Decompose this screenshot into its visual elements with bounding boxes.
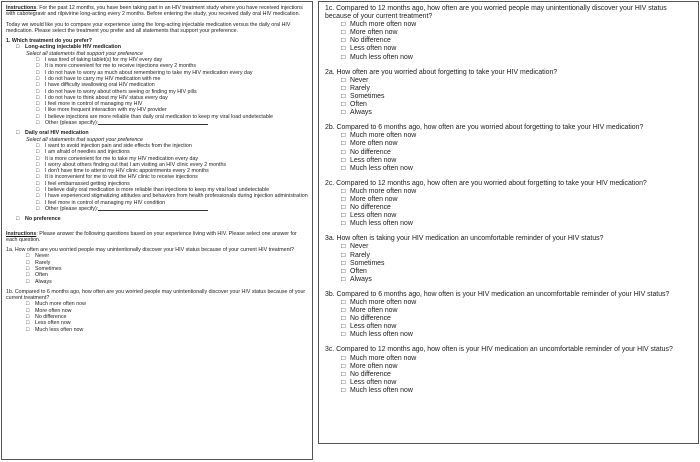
question-text: 2a. How often are you worried about forgetting to take your HIV medication?: [325, 68, 558, 76]
checkbox-icon[interactable]: □: [36, 82, 40, 89]
answer-option[interactable]: [341, 196, 692, 204]
question-1a: 1a. How often are you worried people may unintentionally discover your HIV status because of your current HIV treatment?: [6, 247, 294, 254]
answer-option-label: Always: [350, 109, 372, 117]
q1b-options: [6, 301, 308, 332]
checkbox-icon[interactable]: □: [341, 156, 346, 164]
answer-option-label: Much less often now: [350, 220, 413, 228]
checkbox-icon[interactable]: □: [36, 149, 40, 156]
checkbox-icon[interactable]: □: [26, 320, 30, 327]
answer-option[interactable]: [341, 355, 692, 363]
statement-label: I believe injections are more reliable than daily oral medication to keep my viral load undetectable: [45, 113, 273, 120]
answer-option[interactable]: [26, 327, 308, 333]
checkbox-icon[interactable]: □: [341, 323, 346, 331]
checkbox-icon[interactable]: □: [341, 251, 346, 259]
answer-option-label: Much more often now: [35, 301, 86, 308]
checkbox-icon[interactable]: □: [36, 193, 40, 200]
checkbox-icon[interactable]: □: [36, 187, 40, 194]
checkbox-icon[interactable]: □: [26, 272, 30, 279]
checkbox-icon[interactable]: □: [341, 275, 346, 283]
survey-question: [325, 5, 692, 62]
survey-question: [325, 69, 692, 118]
answer-option-label: Less often now: [350, 156, 397, 164]
answer-option-label: Rarely: [350, 84, 370, 92]
oral-option[interactable]: □ Daily oral HIV medication: [16, 130, 89, 137]
checkbox-icon[interactable]: □: [36, 75, 40, 82]
checkbox-icon[interactable]: □: [36, 113, 40, 120]
oral-section: [6, 130, 308, 212]
checkbox-icon[interactable]: □: [36, 142, 40, 149]
oral-statement-list: [16, 143, 308, 212]
answer-option[interactable]: [341, 37, 692, 45]
checkbox-icon[interactable]: □: [26, 259, 30, 266]
checkbox-icon[interactable]: □: [341, 92, 346, 100]
answer-option[interactable]: [341, 243, 692, 251]
answer-options: [325, 299, 692, 339]
answer-option-label: No difference: [350, 37, 391, 45]
checkbox-icon[interactable]: □: [341, 212, 346, 220]
injectable-section: [6, 44, 308, 126]
injectable-option[interactable]: □ Long-acting injectable HIV medication: [16, 44, 121, 51]
statement-label: I feel embarrassed getting injections: [45, 180, 130, 187]
statement-label: I do not have to worry about others seeing or finding my HIV pills: [45, 88, 197, 95]
left-column: [1, 1, 313, 460]
answer-option[interactable]: [341, 29, 692, 37]
right-question-list: [325, 5, 692, 395]
question-text: 3c. Compared to 12 months ago, how often is your HIV medication an uncomfortable reminder of your HIV status?: [325, 346, 673, 354]
checkbox-icon[interactable]: □: [341, 354, 346, 362]
answer-option-label: Much less often now: [350, 53, 413, 61]
survey-question: [325, 235, 692, 284]
statement-label: I am afraid of needles and injections: [45, 149, 130, 156]
answer-option-label: Less often now: [350, 45, 397, 53]
statement-label: Other (please specify):: [45, 120, 99, 127]
checkbox-icon[interactable]: □: [36, 107, 40, 114]
answer-option-label: Sometimes: [350, 92, 385, 100]
statement-label: I feel more in control of managing my HIV condition: [45, 199, 166, 206]
answer-option-label: Less often now: [350, 212, 397, 220]
statement-label: Other (please specify):: [45, 205, 99, 212]
statement-label: I believe daily oral medication is more reliable than injections to keep my viral load undetectable: [45, 187, 270, 194]
checkbox-icon[interactable]: □: [341, 148, 346, 156]
answer-option[interactable]: [341, 307, 692, 315]
answer-option-label: More often now: [350, 307, 398, 315]
answer-option[interactable]: [341, 220, 692, 228]
answer-option[interactable]: [341, 21, 692, 29]
statement-label: I like more frequent interaction with my HIV provider: [45, 107, 167, 114]
checkbox-icon[interactable]: □: [26, 265, 30, 272]
answer-option-label: Often: [350, 267, 367, 275]
question-text: 3a. How often is taking your HIV medication an uncomfortable reminder of your HIV status?: [325, 235, 604, 243]
answer-option[interactable]: [341, 149, 692, 157]
answer-option[interactable]: [341, 331, 692, 339]
statement-item[interactable]: [36, 120, 308, 126]
checkbox-icon[interactable]: □: [341, 315, 346, 323]
answer-option-label: More often now: [35, 307, 72, 314]
intro-paragraph: Today we would like you to compare your experience using the long-acting injectable medication versus the daily oral HIV medication. Please select the treatment you prefer and all statements that support your preference.: [6, 21, 291, 34]
checkbox-icon[interactable]: □: [16, 130, 20, 137]
answer-options: [325, 188, 692, 228]
answer-option-label: Rarely: [35, 259, 51, 266]
answer-option-label: Always: [350, 275, 372, 283]
statement-label: It is more convenient for me to take my HIV medication every day: [45, 155, 199, 162]
checkbox-icon[interactable]: □: [341, 164, 346, 172]
answer-option-label: Much less often now: [350, 164, 413, 172]
statement-label: I was tired of taking tablet(s) for my HIV every day: [45, 57, 163, 64]
answer-option[interactable]: [341, 371, 692, 379]
survey-question: [325, 346, 692, 395]
answer-option[interactable]: [341, 77, 692, 85]
checkbox-icon[interactable]: □: [341, 195, 346, 203]
instructions2-text: : Please answer the following questions based on your experience living with HIV. Please select one answer for each question.: [6, 230, 297, 243]
answer-option-label: Much more often now: [350, 354, 417, 362]
answer-option-label: Sometimes: [35, 265, 62, 272]
answer-options: [325, 77, 692, 117]
checkbox-icon[interactable]: □: [16, 216, 20, 223]
answer-option[interactable]: [341, 45, 692, 53]
answer-option-label: No difference: [350, 148, 391, 156]
checkbox-icon[interactable]: □: [341, 53, 346, 61]
checkbox-icon[interactable]: □: [36, 205, 40, 212]
answer-option-label: Much more often now: [350, 187, 417, 195]
instructions-text: : For the past 12 months, you have been taking part in an HIV treatment study where you have received injections with cabotegravir and rilpivirine long-acting every 2 months. Before entering the study, you received daily oral HIV medication.: [6, 5, 303, 18]
answer-option[interactable]: [341, 157, 692, 165]
right-column: [318, 1, 699, 444]
checkbox-icon[interactable]: □: [26, 278, 30, 285]
checkbox-icon[interactable]: □: [341, 76, 346, 84]
answer-option[interactable]: [341, 93, 692, 101]
checkbox-icon[interactable]: □: [341, 45, 346, 53]
checkbox-icon[interactable]: □: [26, 253, 30, 260]
checkbox-icon[interactable]: □: [341, 187, 346, 195]
answer-option-label: Much less often now: [350, 386, 413, 394]
checkbox-icon[interactable]: □: [341, 21, 346, 29]
answer-option-label: Rarely: [350, 251, 370, 259]
checkbox-icon[interactable]: □: [26, 301, 30, 308]
answer-option[interactable]: [341, 165, 692, 173]
statement-label: I don't have time to attend my HIV clinic appointments every 2 months: [45, 168, 209, 175]
answer-option-label: No difference: [35, 314, 67, 321]
answer-option[interactable]: [341, 379, 692, 387]
answer-option[interactable]: [341, 387, 692, 395]
answer-option[interactable]: [341, 132, 692, 140]
instructions2-label: Instructions: [6, 230, 37, 237]
statement-label: I feel more in control of managing my HIV: [45, 101, 143, 108]
answer-option[interactable]: [341, 260, 692, 268]
answer-option-label: Less often now: [35, 320, 71, 327]
checkbox-icon[interactable]: □: [341, 307, 346, 315]
other-specify-input[interactable]: [98, 120, 208, 125]
checkbox-icon[interactable]: □: [341, 204, 346, 212]
checkbox-icon[interactable]: □: [26, 307, 30, 314]
q1a-options: [6, 253, 308, 284]
answer-option-label: Never: [350, 243, 369, 251]
checkbox-icon[interactable]: □: [341, 243, 346, 251]
answer-option-label: Much more often now: [350, 132, 417, 140]
answer-option-label: More often now: [350, 140, 398, 148]
checkbox-icon[interactable]: □: [341, 299, 346, 306]
checkbox-icon[interactable]: □: [341, 132, 346, 140]
instructions-label: Instructions: [6, 5, 37, 11]
answer-options: [325, 355, 692, 395]
checkbox-icon[interactable]: □: [36, 120, 40, 127]
answer-option[interactable]: [341, 323, 692, 331]
checkbox-icon[interactable]: □: [341, 331, 346, 339]
answer-option[interactable]: [341, 101, 692, 109]
survey-question: [325, 180, 692, 229]
answer-options: [325, 132, 692, 172]
checkbox-icon[interactable]: □: [36, 94, 40, 101]
statement-label: It is more convenient for me to receive injections every 2 months: [45, 63, 197, 70]
checkbox-icon[interactable]: □: [341, 370, 346, 378]
answer-option[interactable]: [341, 204, 692, 212]
answer-option[interactable]: [341, 363, 692, 371]
answer-option-label: More often now: [350, 195, 398, 203]
checkbox-icon[interactable]: □: [36, 63, 40, 70]
statement-label: I worry about others finding out that I am visiting an HIV clinic every 2 months: [45, 161, 227, 168]
statement-item[interactable]: [36, 206, 308, 212]
checkbox-icon[interactable]: □: [341, 109, 346, 117]
statement-label: I do not have to worry as much about remembering to take my HIV medication every day: [45, 69, 253, 76]
answer-option-label: Always: [35, 278, 52, 285]
checkbox-icon[interactable]: □: [341, 362, 346, 370]
answer-option-label: No difference: [350, 315, 391, 323]
answer-option-label: Never: [350, 76, 369, 84]
answer-option[interactable]: [341, 140, 692, 148]
checkbox-icon[interactable]: □: [341, 267, 346, 275]
question-text: 2b. Compared to 6 months ago, how often are you worried about forgetting to take your HIV medication?: [325, 124, 644, 132]
q1-title: 1. Which treatment do you prefer?: [6, 38, 92, 45]
checkbox-icon[interactable]: □: [36, 155, 40, 162]
question-text: 1c. Compared to 12 months ago, how often are you worried people may unintentionally discover your HIV status because of your current treatment?: [325, 5, 667, 21]
answer-option-label: No difference: [350, 370, 391, 378]
answer-option-label: Never: [35, 253, 50, 260]
answer-options: [325, 21, 692, 61]
question-text: 3b. Compared to 6 months ago, how often is your HIV medication an uncomfortable reminder of your HIV status?: [325, 290, 670, 298]
answer-option[interactable]: [341, 268, 692, 276]
checkbox-icon[interactable]: □: [341, 378, 346, 386]
statement-label: I do not have to think about my HIV status every day: [45, 94, 168, 101]
checkbox-icon[interactable]: □: [341, 101, 346, 109]
checkbox-icon[interactable]: □: [341, 29, 346, 37]
checkbox-icon[interactable]: □: [36, 161, 40, 168]
checkbox-icon[interactable]: □: [26, 326, 30, 333]
oral-hint: Select all statements that support your preference: [26, 136, 143, 143]
statement-label: I want to avoid injection pain and side effects from the injection: [45, 142, 192, 149]
answer-option[interactable]: [341, 109, 692, 117]
question-1b: 1b. Compared to 6 months ago, how often are you worried people may unintentionally discover your HIV status because of your current treatment?: [6, 288, 306, 302]
answer-option[interactable]: [341, 315, 692, 323]
statement-label: It is inconvenient for me to visit the HIV clinic to receive injections: [45, 174, 198, 181]
no-preference-option[interactable]: □ No preference: [16, 216, 61, 223]
injectable-hint: Select all statements that support your preference: [26, 50, 143, 57]
answer-option[interactable]: [341, 276, 692, 284]
answer-option-label: Often: [350, 101, 367, 109]
answer-option-label: Less often now: [350, 378, 397, 386]
checkbox-icon[interactable]: □: [36, 101, 40, 108]
checkbox-icon[interactable]: □: [341, 386, 346, 394]
checkbox-icon[interactable]: □: [16, 44, 20, 51]
checkbox-icon[interactable]: □: [341, 140, 346, 148]
answer-option-label: Much more often now: [350, 21, 417, 29]
statement-label: I do not have to carry my HIV medication with me: [45, 75, 161, 82]
checkbox-icon[interactable]: □: [26, 314, 30, 321]
checkbox-icon[interactable]: □: [36, 180, 40, 187]
survey-question: [325, 124, 692, 173]
answer-option[interactable]: [341, 54, 692, 62]
checkbox-icon[interactable]: □: [36, 88, 40, 95]
answer-option-label: Much less often now: [35, 326, 84, 333]
answer-option-label: Less often now: [350, 323, 397, 331]
instructions2-paragraph: [6, 231, 308, 244]
injectable-statement-list: [16, 57, 308, 126]
checkbox-icon[interactable]: □: [36, 57, 40, 64]
checkbox-icon[interactable]: □: [36, 174, 40, 181]
answer-option[interactable]: [341, 299, 692, 307]
answer-option[interactable]: [26, 279, 308, 285]
answer-option[interactable]: [341, 85, 692, 93]
answer-option-label: Much less often now: [350, 331, 413, 339]
answer-option-label: More often now: [350, 29, 398, 37]
answer-option-label: No difference: [350, 204, 391, 212]
question-text: 2c. Compared to 12 months ago, how often are you worried about forgetting to take your HIV medication?: [325, 179, 647, 187]
statement-label: I have experienced stigmatizing attitudes and behaviors from health professionals during injection administration: [45, 193, 308, 200]
other-specify-input[interactable]: [98, 206, 208, 211]
answer-option-label: Much more often now: [350, 299, 417, 306]
answer-option[interactable]: [341, 252, 692, 260]
checkbox-icon[interactable]: □: [341, 84, 346, 92]
answer-option-label: More often now: [350, 362, 398, 370]
answer-option[interactable]: [341, 212, 692, 220]
checkbox-icon[interactable]: □: [341, 37, 346, 45]
checkbox-icon[interactable]: □: [341, 259, 346, 267]
statement-label: I have difficulty swallowing oral HIV medication: [45, 82, 155, 89]
survey-question: [325, 291, 692, 340]
checkbox-icon[interactable]: □: [36, 69, 40, 76]
checkbox-icon[interactable]: □: [36, 168, 40, 175]
answer-option[interactable]: [341, 188, 692, 196]
answer-options: [325, 243, 692, 283]
checkbox-icon[interactable]: □: [341, 220, 346, 228]
answer-option-label: Often: [35, 272, 48, 279]
checkbox-icon[interactable]: □: [36, 199, 40, 206]
answer-option-label: Sometimes: [350, 259, 385, 267]
instructions-paragraph: [6, 5, 308, 18]
